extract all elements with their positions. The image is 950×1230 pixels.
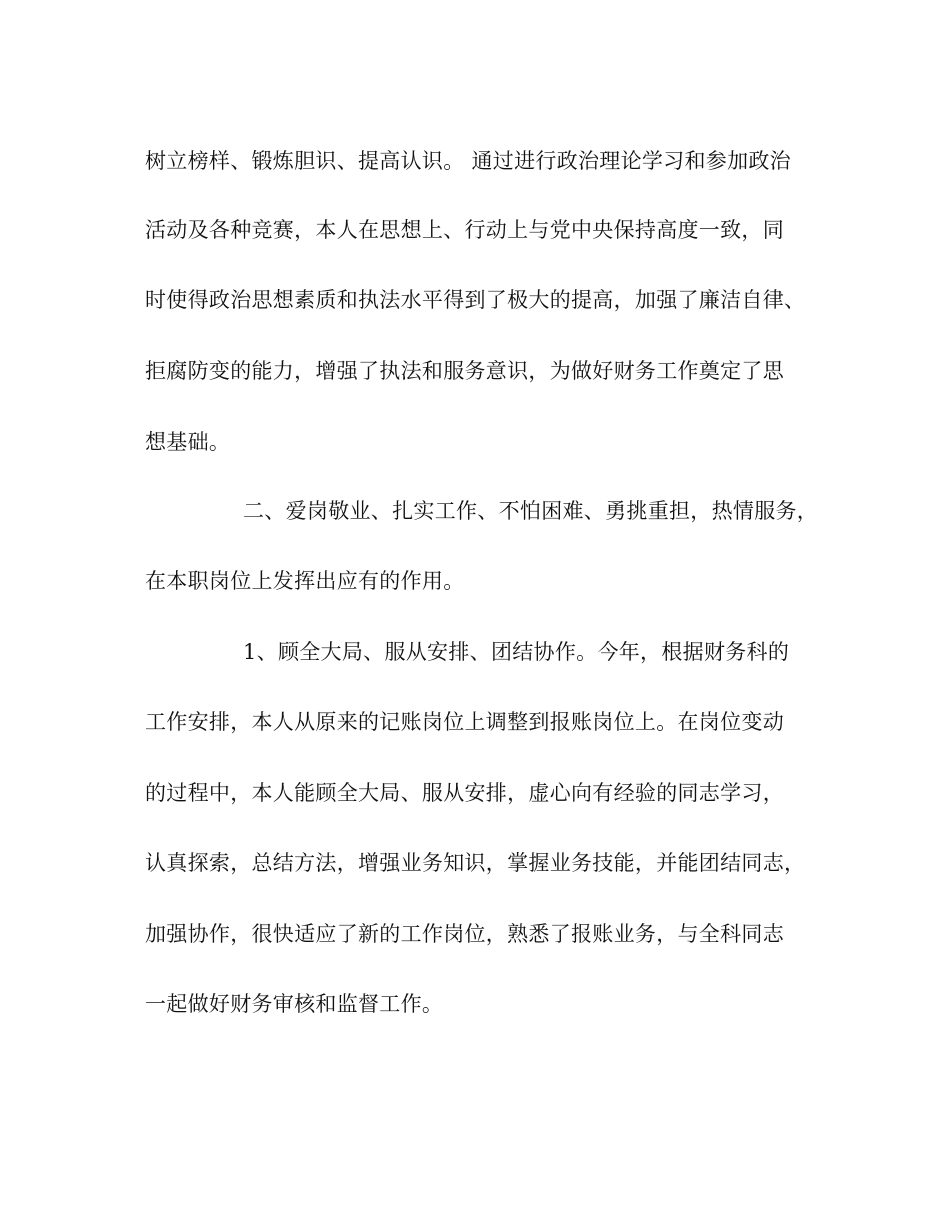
text-line-1: 树立榜样、锻炼胆识、提高认识。 通过进行政治理论学习和参加政治 bbox=[145, 149, 791, 173]
subsection-line-1: 1、顾全大局、服从安排、团结协作。今年，根据财务科的 bbox=[243, 640, 790, 664]
subsection-line-5: 加强协作，很快适应了新的工作岗位，熟悉了报账业务，与全科同志 bbox=[145, 922, 784, 946]
subsection-line-6: 一起做好财务审核和监督工作。 bbox=[145, 992, 444, 1016]
text-line-5: 想基础。 bbox=[145, 430, 231, 454]
subsection-line-2: 工作安排，本人从原来的记账岗位上调整到报账岗位上。在岗位变动 bbox=[145, 710, 784, 734]
section-heading-line-2: 在本职岗位上发挥出应有的作用。 bbox=[145, 569, 465, 593]
subsection-line-4: 认真探索，总结方法，增强业务知识，掌握业务技能，并能团结同志， bbox=[145, 851, 806, 875]
text-line-3: 时使得政治思想素质和执法水平得到了极大的提高，加强了廉洁自律、 bbox=[145, 288, 806, 312]
section-heading-line-1: 二、爱岗敬业、扎实工作、不怕困难、勇挑重担，热情服务， bbox=[243, 499, 819, 523]
text-line-4: 拒腐防变的能力，增强了执法和服务意识，为做好财务工作奠定了思 bbox=[145, 359, 784, 383]
subsection-line-3: 的过程中，本人能顾全大局、服从安排，虚心向有经验的同志学习， bbox=[145, 781, 784, 805]
text-line-2: 活动及各种竞赛，本人在思想上、行动上与党中央保持高度一致，同 bbox=[145, 218, 784, 242]
